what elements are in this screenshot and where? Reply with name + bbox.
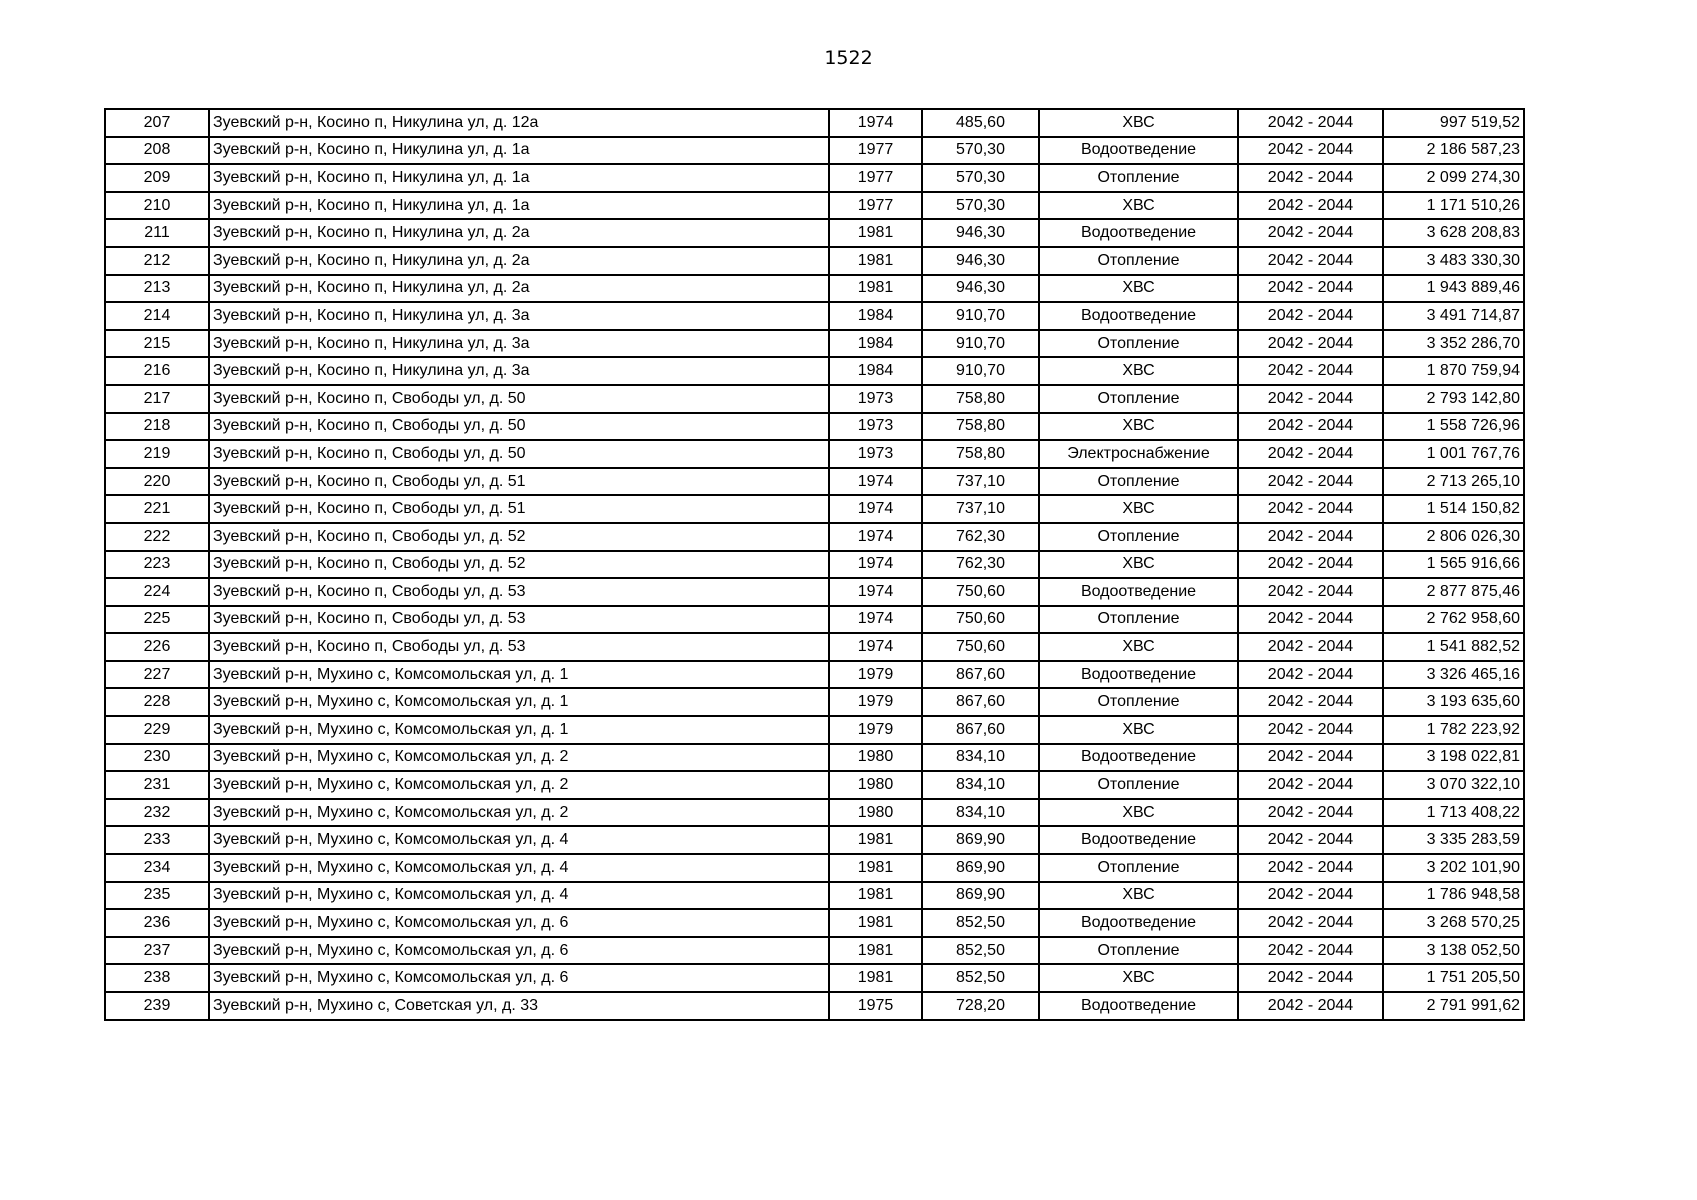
area-cell: 762,30 bbox=[922, 551, 1039, 579]
table-row bbox=[105, 771, 1524, 799]
row-number-cell: 212 bbox=[105, 247, 209, 275]
table-row bbox=[105, 413, 1524, 441]
period-cell: 2042 - 2044 bbox=[1238, 799, 1383, 827]
address-cell: Зуевский р-н, Косино п, Никулина ул, д. 3а bbox=[209, 330, 829, 358]
area-cell: 834,10 bbox=[922, 744, 1039, 772]
area-cell: 852,50 bbox=[922, 909, 1039, 937]
area-cell: 946,30 bbox=[922, 275, 1039, 303]
row-number-cell: 238 bbox=[105, 964, 209, 992]
year-cell: 1984 bbox=[829, 330, 922, 358]
period-cell: 2042 - 2044 bbox=[1238, 219, 1383, 247]
table-row bbox=[105, 357, 1524, 385]
table-row bbox=[105, 275, 1524, 303]
row-number-cell: 208 bbox=[105, 137, 209, 165]
year-cell: 1975 bbox=[829, 992, 922, 1020]
year-cell: 1974 bbox=[829, 606, 922, 634]
period-cell: 2042 - 2044 bbox=[1238, 606, 1383, 634]
area-cell: 869,90 bbox=[922, 854, 1039, 882]
cost-cell: 2 806 026,30 bbox=[1383, 523, 1524, 551]
table-row bbox=[105, 385, 1524, 413]
row-number-cell: 219 bbox=[105, 440, 209, 468]
address-cell: Зуевский р-н, Косино п, Свободы ул, д. 51 bbox=[209, 468, 829, 496]
address-cell: Зуевский р-н, Косино п, Никулина ул, д. 1а bbox=[209, 137, 829, 165]
cost-cell: 3 491 714,87 bbox=[1383, 302, 1524, 330]
cost-cell: 3 070 322,10 bbox=[1383, 771, 1524, 799]
cost-cell: 1 541 882,52 bbox=[1383, 633, 1524, 661]
period-cell: 2042 - 2044 bbox=[1238, 661, 1383, 689]
year-cell: 1980 bbox=[829, 771, 922, 799]
service-cell: Отопление bbox=[1039, 606, 1238, 634]
area-cell: 834,10 bbox=[922, 771, 1039, 799]
area-cell: 758,80 bbox=[922, 440, 1039, 468]
year-cell: 1974 bbox=[829, 109, 922, 137]
period-cell: 2042 - 2044 bbox=[1238, 744, 1383, 772]
service-cell: Водоотведение bbox=[1039, 219, 1238, 247]
period-cell: 2042 - 2044 bbox=[1238, 909, 1383, 937]
row-number-cell: 234 bbox=[105, 854, 209, 882]
table-row bbox=[105, 937, 1524, 965]
address-cell: Зуевский р-н, Косино п, Никулина ул, д. 12а bbox=[209, 109, 829, 137]
year-cell: 1981 bbox=[829, 219, 922, 247]
year-cell: 1981 bbox=[829, 247, 922, 275]
area-cell: 910,70 bbox=[922, 330, 1039, 358]
area-cell: 852,50 bbox=[922, 964, 1039, 992]
year-cell: 1974 bbox=[829, 495, 922, 523]
row-number-cell: 235 bbox=[105, 882, 209, 910]
period-cell: 2042 - 2044 bbox=[1238, 137, 1383, 165]
cost-cell: 2 793 142,80 bbox=[1383, 385, 1524, 413]
period-cell: 2042 - 2044 bbox=[1238, 164, 1383, 192]
period-cell: 2042 - 2044 bbox=[1238, 854, 1383, 882]
table-row bbox=[105, 661, 1524, 689]
service-cell: Отопление bbox=[1039, 330, 1238, 358]
table-row bbox=[105, 247, 1524, 275]
area-cell: 867,60 bbox=[922, 661, 1039, 689]
service-cell: ХВС bbox=[1039, 192, 1238, 220]
year-cell: 1973 bbox=[829, 385, 922, 413]
address-cell: Зуевский р-н, Мухино с, Комсомольская ул, д. 1 bbox=[209, 661, 829, 689]
address-cell: Зуевский р-н, Мухино с, Комсомольская ул, д. 4 bbox=[209, 826, 829, 854]
period-cell: 2042 - 2044 bbox=[1238, 992, 1383, 1020]
cost-cell: 3 202 101,90 bbox=[1383, 854, 1524, 882]
year-cell: 1979 bbox=[829, 661, 922, 689]
area-cell: 758,80 bbox=[922, 413, 1039, 441]
cost-cell: 1 870 759,94 bbox=[1383, 357, 1524, 385]
cost-cell: 2 791 991,62 bbox=[1383, 992, 1524, 1020]
year-cell: 1974 bbox=[829, 578, 922, 606]
address-cell: Зуевский р-н, Мухино с, Комсомольская ул, д. 6 bbox=[209, 909, 829, 937]
table-row bbox=[105, 523, 1524, 551]
service-cell: Отопление bbox=[1039, 247, 1238, 275]
cost-cell: 1 943 889,46 bbox=[1383, 275, 1524, 303]
address-cell: Зуевский р-н, Косино п, Свободы ул, д. 50 bbox=[209, 385, 829, 413]
service-cell: ХВС bbox=[1039, 275, 1238, 303]
period-cell: 2042 - 2044 bbox=[1238, 385, 1383, 413]
table-row bbox=[105, 495, 1524, 523]
address-cell: Зуевский р-н, Косино п, Свободы ул, д. 53 bbox=[209, 606, 829, 634]
address-cell: Зуевский р-н, Косино п, Никулина ул, д. 2а bbox=[209, 219, 829, 247]
year-cell: 1980 bbox=[829, 799, 922, 827]
address-cell: Зуевский р-н, Косино п, Никулина ул, д. 2а bbox=[209, 247, 829, 275]
year-cell: 1973 bbox=[829, 440, 922, 468]
table-row bbox=[105, 964, 1524, 992]
period-cell: 2042 - 2044 bbox=[1238, 937, 1383, 965]
service-cell: ХВС bbox=[1039, 551, 1238, 579]
table-row bbox=[105, 826, 1524, 854]
area-cell: 737,10 bbox=[922, 495, 1039, 523]
row-number-cell: 232 bbox=[105, 799, 209, 827]
service-cell: Водоотведение bbox=[1039, 744, 1238, 772]
service-cell: ХВС bbox=[1039, 799, 1238, 827]
cost-cell: 3 352 286,70 bbox=[1383, 330, 1524, 358]
year-cell: 1981 bbox=[829, 854, 922, 882]
table-row bbox=[105, 909, 1524, 937]
year-cell: 1974 bbox=[829, 551, 922, 579]
cost-cell: 997 519,52 bbox=[1383, 109, 1524, 137]
area-cell: 834,10 bbox=[922, 799, 1039, 827]
year-cell: 1984 bbox=[829, 357, 922, 385]
table-row bbox=[105, 799, 1524, 827]
row-number-cell: 226 bbox=[105, 633, 209, 661]
service-cell: ХВС bbox=[1039, 413, 1238, 441]
table-row bbox=[105, 109, 1524, 137]
address-cell: Зуевский р-н, Косино п, Никулина ул, д. 3а bbox=[209, 302, 829, 330]
service-cell: Водоотведение bbox=[1039, 302, 1238, 330]
service-cell: Отопление bbox=[1039, 854, 1238, 882]
period-cell: 2042 - 2044 bbox=[1238, 964, 1383, 992]
row-number-cell: 213 bbox=[105, 275, 209, 303]
address-cell: Зуевский р-н, Косино п, Никулина ул, д. 2а bbox=[209, 275, 829, 303]
row-number-cell: 231 bbox=[105, 771, 209, 799]
service-cell: Водоотведение bbox=[1039, 137, 1238, 165]
cost-cell: 1 713 408,22 bbox=[1383, 799, 1524, 827]
row-number-cell: 237 bbox=[105, 937, 209, 965]
table-row bbox=[105, 219, 1524, 247]
period-cell: 2042 - 2044 bbox=[1238, 468, 1383, 496]
row-number-cell: 224 bbox=[105, 578, 209, 606]
service-cell: Отопление bbox=[1039, 468, 1238, 496]
period-cell: 2042 - 2044 bbox=[1238, 826, 1383, 854]
registry-table bbox=[104, 108, 1525, 1021]
address-cell: Зуевский р-н, Косино п, Свободы ул, д. 53 bbox=[209, 578, 829, 606]
area-cell: 728,20 bbox=[922, 992, 1039, 1020]
service-cell: Водоотведение bbox=[1039, 578, 1238, 606]
row-number-cell: 229 bbox=[105, 716, 209, 744]
table-row bbox=[105, 302, 1524, 330]
table-row bbox=[105, 854, 1524, 882]
row-number-cell: 222 bbox=[105, 523, 209, 551]
address-cell: Зуевский р-н, Косино п, Никулина ул, д. 1а bbox=[209, 164, 829, 192]
cost-cell: 2 099 274,30 bbox=[1383, 164, 1524, 192]
table-row bbox=[105, 633, 1524, 661]
table-row bbox=[105, 440, 1524, 468]
year-cell: 1977 bbox=[829, 137, 922, 165]
area-cell: 869,90 bbox=[922, 826, 1039, 854]
table-row bbox=[105, 882, 1524, 910]
area-cell: 867,60 bbox=[922, 688, 1039, 716]
row-number-cell: 227 bbox=[105, 661, 209, 689]
period-cell: 2042 - 2044 bbox=[1238, 716, 1383, 744]
cost-cell: 3 268 570,25 bbox=[1383, 909, 1524, 937]
row-number-cell: 236 bbox=[105, 909, 209, 937]
area-cell: 750,60 bbox=[922, 633, 1039, 661]
area-cell: 570,30 bbox=[922, 192, 1039, 220]
row-number-cell: 210 bbox=[105, 192, 209, 220]
service-cell: Водоотведение bbox=[1039, 661, 1238, 689]
year-cell: 1980 bbox=[829, 744, 922, 772]
table-row bbox=[105, 578, 1524, 606]
row-number-cell: 211 bbox=[105, 219, 209, 247]
address-cell: Зуевский р-н, Косино п, Свободы ул, д. 50 bbox=[209, 440, 829, 468]
address-cell: Зуевский р-н, Мухино с, Комсомольская ул, д. 2 bbox=[209, 744, 829, 772]
year-cell: 1981 bbox=[829, 275, 922, 303]
row-number-cell: 218 bbox=[105, 413, 209, 441]
service-cell: Отопление bbox=[1039, 771, 1238, 799]
period-cell: 2042 - 2044 bbox=[1238, 882, 1383, 910]
table-row bbox=[105, 744, 1524, 772]
area-cell: 758,80 bbox=[922, 385, 1039, 413]
row-number-cell: 207 bbox=[105, 109, 209, 137]
service-cell: ХВС bbox=[1039, 633, 1238, 661]
table-row bbox=[105, 192, 1524, 220]
address-cell: Зуевский р-н, Мухино с, Комсомольская ул, д. 1 bbox=[209, 716, 829, 744]
row-number-cell: 228 bbox=[105, 688, 209, 716]
area-cell: 750,60 bbox=[922, 578, 1039, 606]
year-cell: 1984 bbox=[829, 302, 922, 330]
service-cell: Электроснабжение bbox=[1039, 440, 1238, 468]
service-cell: ХВС bbox=[1039, 357, 1238, 385]
table-row bbox=[105, 606, 1524, 634]
period-cell: 2042 - 2044 bbox=[1238, 633, 1383, 661]
table-row bbox=[105, 992, 1524, 1020]
cost-cell: 1 514 150,82 bbox=[1383, 495, 1524, 523]
cost-cell: 1 171 510,26 bbox=[1383, 192, 1524, 220]
service-cell: Отопление bbox=[1039, 523, 1238, 551]
row-number-cell: 221 bbox=[105, 495, 209, 523]
year-cell: 1981 bbox=[829, 937, 922, 965]
period-cell: 2042 - 2044 bbox=[1238, 440, 1383, 468]
row-number-cell: 214 bbox=[105, 302, 209, 330]
year-cell: 1981 bbox=[829, 964, 922, 992]
cost-cell: 1 786 948,58 bbox=[1383, 882, 1524, 910]
row-number-cell: 209 bbox=[105, 164, 209, 192]
period-cell: 2042 - 2044 bbox=[1238, 109, 1383, 137]
row-number-cell: 233 bbox=[105, 826, 209, 854]
row-number-cell: 215 bbox=[105, 330, 209, 358]
area-cell: 869,90 bbox=[922, 882, 1039, 910]
cost-cell: 1 751 205,50 bbox=[1383, 964, 1524, 992]
period-cell: 2042 - 2044 bbox=[1238, 495, 1383, 523]
period-cell: 2042 - 2044 bbox=[1238, 275, 1383, 303]
service-cell: ХВС bbox=[1039, 716, 1238, 744]
service-cell: Водоотведение bbox=[1039, 826, 1238, 854]
cost-cell: 2 186 587,23 bbox=[1383, 137, 1524, 165]
period-cell: 2042 - 2044 bbox=[1238, 413, 1383, 441]
year-cell: 1981 bbox=[829, 909, 922, 937]
address-cell: Зуевский р-н, Косино п, Никулина ул, д. 1а bbox=[209, 192, 829, 220]
cost-cell: 1 565 916,66 bbox=[1383, 551, 1524, 579]
table-row bbox=[105, 716, 1524, 744]
cost-cell: 3 326 465,16 bbox=[1383, 661, 1524, 689]
period-cell: 2042 - 2044 bbox=[1238, 192, 1383, 220]
area-cell: 570,30 bbox=[922, 164, 1039, 192]
address-cell: Зуевский р-н, Косино п, Свободы ул, д. 50 bbox=[209, 413, 829, 441]
row-number-cell: 216 bbox=[105, 357, 209, 385]
cost-cell: 2 713 265,10 bbox=[1383, 468, 1524, 496]
address-cell: Зуевский р-н, Мухино с, Советская ул, д. 33 bbox=[209, 992, 829, 1020]
year-cell: 1981 bbox=[829, 882, 922, 910]
page-number: 1522 bbox=[824, 47, 873, 69]
service-cell: ХВС bbox=[1039, 109, 1238, 137]
area-cell: 910,70 bbox=[922, 357, 1039, 385]
table-row bbox=[105, 164, 1524, 192]
service-cell: Водоотведение bbox=[1039, 909, 1238, 937]
area-cell: 485,60 bbox=[922, 109, 1039, 137]
period-cell: 2042 - 2044 bbox=[1238, 357, 1383, 385]
table-row bbox=[105, 330, 1524, 358]
service-cell: Отопление bbox=[1039, 385, 1238, 413]
cost-cell: 2 877 875,46 bbox=[1383, 578, 1524, 606]
address-cell: Зуевский р-н, Мухино с, Комсомольская ул, д. 2 bbox=[209, 771, 829, 799]
cost-cell: 2 762 958,60 bbox=[1383, 606, 1524, 634]
area-cell: 852,50 bbox=[922, 937, 1039, 965]
address-cell: Зуевский р-н, Мухино с, Комсомольская ул, д. 2 bbox=[209, 799, 829, 827]
period-cell: 2042 - 2044 bbox=[1238, 551, 1383, 579]
area-cell: 570,30 bbox=[922, 137, 1039, 165]
row-number-cell: 239 bbox=[105, 992, 209, 1020]
area-cell: 737,10 bbox=[922, 468, 1039, 496]
cost-cell: 1 558 726,96 bbox=[1383, 413, 1524, 441]
table-row bbox=[105, 137, 1524, 165]
year-cell: 1977 bbox=[829, 192, 922, 220]
service-cell: Отопление bbox=[1039, 164, 1238, 192]
service-cell: Отопление bbox=[1039, 688, 1238, 716]
area-cell: 762,30 bbox=[922, 523, 1039, 551]
year-cell: 1974 bbox=[829, 523, 922, 551]
address-cell: Зуевский р-н, Косино п, Свободы ул, д. 52 bbox=[209, 523, 829, 551]
address-cell: Зуевский р-н, Косино п, Свободы ул, д. 52 bbox=[209, 551, 829, 579]
year-cell: 1979 bbox=[829, 688, 922, 716]
service-cell: ХВС bbox=[1039, 495, 1238, 523]
period-cell: 2042 - 2044 bbox=[1238, 330, 1383, 358]
cost-cell: 3 138 052,50 bbox=[1383, 937, 1524, 965]
area-cell: 946,30 bbox=[922, 247, 1039, 275]
year-cell: 1974 bbox=[829, 468, 922, 496]
row-number-cell: 220 bbox=[105, 468, 209, 496]
cost-cell: 3 335 283,59 bbox=[1383, 826, 1524, 854]
period-cell: 2042 - 2044 bbox=[1238, 247, 1383, 275]
period-cell: 2042 - 2044 bbox=[1238, 302, 1383, 330]
period-cell: 2042 - 2044 bbox=[1238, 523, 1383, 551]
address-cell: Зуевский р-н, Мухино с, Комсомольская ул, д. 4 bbox=[209, 854, 829, 882]
period-cell: 2042 - 2044 bbox=[1238, 578, 1383, 606]
row-number-cell: 217 bbox=[105, 385, 209, 413]
row-number-cell: 225 bbox=[105, 606, 209, 634]
address-cell: Зуевский р-н, Мухино с, Комсомольская ул, д. 6 bbox=[209, 964, 829, 992]
address-cell: Зуевский р-н, Мухино с, Комсомольская ул, д. 1 bbox=[209, 688, 829, 716]
address-cell: Зуевский р-н, Косино п, Никулина ул, д. 3а bbox=[209, 357, 829, 385]
cost-cell: 3 628 208,83 bbox=[1383, 219, 1524, 247]
area-cell: 946,30 bbox=[922, 219, 1039, 247]
cost-cell: 3 193 635,60 bbox=[1383, 688, 1524, 716]
table-row bbox=[105, 468, 1524, 496]
address-cell: Зуевский р-н, Косино п, Свободы ул, д. 51 bbox=[209, 495, 829, 523]
row-number-cell: 223 bbox=[105, 551, 209, 579]
service-cell: Отопление bbox=[1039, 937, 1238, 965]
address-cell: Зуевский р-н, Косино п, Свободы ул, д. 53 bbox=[209, 633, 829, 661]
year-cell: 1979 bbox=[829, 716, 922, 744]
area-cell: 750,60 bbox=[922, 606, 1039, 634]
period-cell: 2042 - 2044 bbox=[1238, 771, 1383, 799]
address-cell: Зуевский р-н, Мухино с, Комсомольская ул, д. 6 bbox=[209, 937, 829, 965]
area-cell: 910,70 bbox=[922, 302, 1039, 330]
service-cell: ХВС bbox=[1039, 964, 1238, 992]
year-cell: 1977 bbox=[829, 164, 922, 192]
address-cell: Зуевский р-н, Мухино с, Комсомольская ул, д. 4 bbox=[209, 882, 829, 910]
cost-cell: 1 001 767,76 bbox=[1383, 440, 1524, 468]
row-number-cell: 230 bbox=[105, 744, 209, 772]
service-cell: ХВС bbox=[1039, 882, 1238, 910]
area-cell: 867,60 bbox=[922, 716, 1039, 744]
table-row bbox=[105, 551, 1524, 579]
year-cell: 1973 bbox=[829, 413, 922, 441]
table-row bbox=[105, 688, 1524, 716]
cost-cell: 3 483 330,30 bbox=[1383, 247, 1524, 275]
table-body bbox=[105, 109, 1524, 1020]
cost-cell: 1 782 223,92 bbox=[1383, 716, 1524, 744]
period-cell: 2042 - 2044 bbox=[1238, 688, 1383, 716]
year-cell: 1974 bbox=[829, 633, 922, 661]
cost-cell: 3 198 022,81 bbox=[1383, 744, 1524, 772]
year-cell: 1981 bbox=[829, 826, 922, 854]
service-cell: Водоотведение bbox=[1039, 992, 1238, 1020]
